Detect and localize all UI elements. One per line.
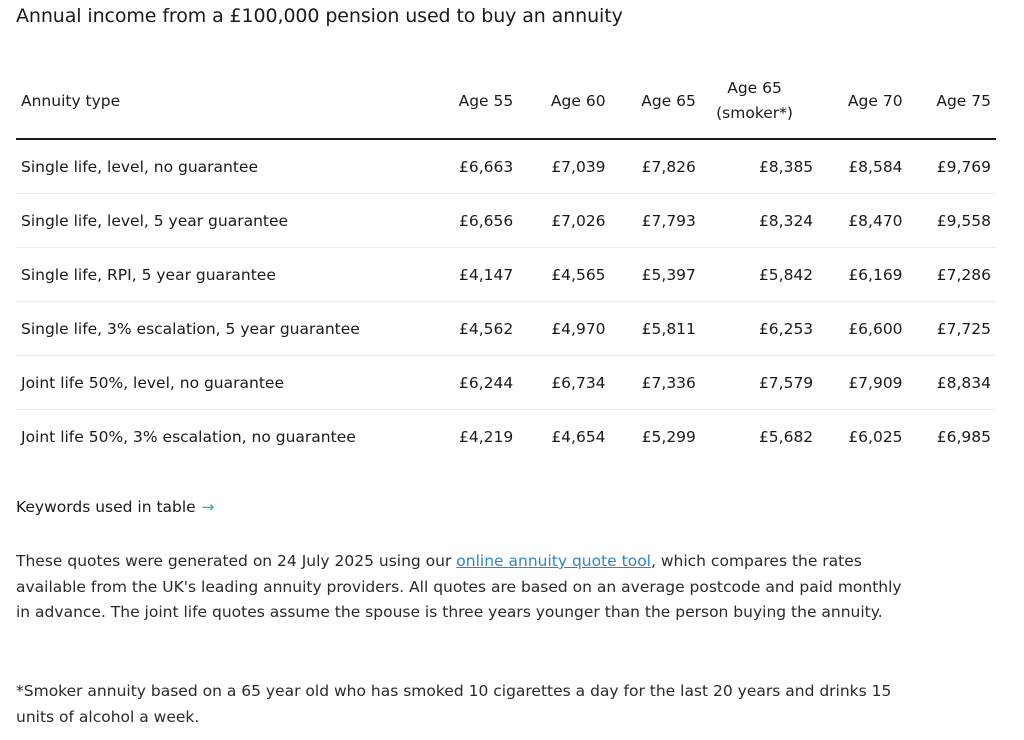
income-cell-age-75: £9,558 xyxy=(903,194,996,248)
income-cell-age-65: £7,826 xyxy=(606,139,696,194)
income-cell-age-75: £7,286 xyxy=(903,248,996,302)
arrow-right-icon: → xyxy=(201,498,215,516)
annuity-type-cell: Single life, 3% escalation, 5 year guarantee xyxy=(16,302,438,356)
income-cell-age-65-smoker: £5,682 xyxy=(758,427,814,446)
description-before: These quotes were generated on 24 July 2025 using our xyxy=(16,552,457,570)
income-cell-age-70: £6,025 xyxy=(848,427,903,446)
table-row xyxy=(16,194,996,248)
income-cell-age-75: £7,725 xyxy=(903,302,996,356)
table-header-row xyxy=(16,64,996,139)
income-cell-age-70: £6,169 xyxy=(813,248,902,302)
income-cell-age-55: £4,147 xyxy=(438,248,514,302)
table-row xyxy=(16,248,996,302)
income-cell-age-65-smoker: £7,579 xyxy=(696,356,813,410)
table-row xyxy=(16,302,996,356)
income-cell-age-65-smoker: £8,385 xyxy=(696,139,813,194)
annuity-type-cell: Single life, RPI, 5 year guarantee xyxy=(16,248,438,302)
income-cell-age-65: £7,336 xyxy=(606,356,696,410)
income-cell-age-70: £6,600 xyxy=(813,302,902,356)
quote-description xyxy=(16,549,916,626)
income-cell-age-55: £4,562 xyxy=(438,302,514,356)
income-cell-age-65: £7,793 xyxy=(606,194,696,248)
annuity-table xyxy=(16,64,996,463)
annuity-type-cell: Joint life 50%, level, no guarantee xyxy=(16,356,438,410)
income-cell-age-65-smoker: £6,253 xyxy=(696,302,813,356)
income-cell-age-65-smoker: £8,324 xyxy=(696,194,813,248)
keywords-label: Keywords used in table xyxy=(16,498,196,516)
income-cell-age-60: £4,654 xyxy=(551,427,606,446)
annuity-quote-tool-link[interactable]: online annuity quote tool xyxy=(456,552,651,570)
income-cell-age-60: £7,039 xyxy=(513,139,605,194)
income-cell-age-60: £4,565 xyxy=(513,248,605,302)
income-cell-age-75: £6,985 xyxy=(936,427,991,446)
page-title: Annual income from a £100,000 pension used to buy an annuity xyxy=(16,5,623,27)
table-row xyxy=(16,410,996,464)
annuity-type-cell: Joint life 50%, 3% escalation, no guarantee xyxy=(21,427,356,446)
income-cell-age-70: £7,909 xyxy=(813,356,902,410)
header-age-65-smoker-line2: (smoker*) xyxy=(716,104,793,122)
header-age-65: Age 65 xyxy=(606,64,696,139)
income-cell-age-60: £7,026 xyxy=(513,194,605,248)
header-age-55: Age 55 xyxy=(438,64,514,139)
income-cell-age-75: £8,834 xyxy=(903,356,996,410)
header-age-65-smoker-line1: Age 65 xyxy=(727,79,782,97)
header-age-75: Age 75 xyxy=(903,64,996,139)
income-cell-age-55: £4,219 xyxy=(458,427,514,446)
header-age-65-smoker xyxy=(696,64,813,139)
annuity-type-cell: Single life, level, no guarantee xyxy=(16,139,438,194)
header-age-70: Age 70 xyxy=(813,64,902,139)
table-row xyxy=(16,139,996,194)
income-cell-age-70: £8,470 xyxy=(813,194,902,248)
income-cell-age-55: £6,244 xyxy=(438,356,514,410)
income-cell-age-60: £4,970 xyxy=(513,302,605,356)
description-after: , which compares the rates available from the UK's leading annuity providers. All quotes are based on an average postcode and paid monthly in advance. The joint life quotes assume the spouse is three years younger than the person buying the annuity. xyxy=(16,552,902,622)
income-cell-age-65: £5,811 xyxy=(606,302,696,356)
income-cell-age-70: £8,584 xyxy=(813,139,902,194)
income-cell-age-60: £6,734 xyxy=(513,356,605,410)
income-cell-age-65: £5,299 xyxy=(641,427,696,446)
income-cell-age-75: £9,769 xyxy=(903,139,996,194)
smoker-footnote: *Smoker annuity based on a 65 year old who has smoked 10 cigarettes a day for the last 20 years and drinks 15 units of alcohol a week. xyxy=(16,682,892,726)
keywords-link[interactable] xyxy=(16,498,214,516)
annuity-type-cell: Single life, level, 5 year guarantee xyxy=(16,194,438,248)
income-cell-age-55: £6,656 xyxy=(438,194,514,248)
income-cell-age-65-smoker: £5,842 xyxy=(696,248,813,302)
header-annuity-type: Annuity type xyxy=(16,64,438,139)
header-age-60: Age 60 xyxy=(513,64,605,139)
income-cell-age-55: £6,663 xyxy=(438,139,514,194)
income-cell-age-65: £5,397 xyxy=(606,248,696,302)
table-row xyxy=(16,356,996,410)
table-body xyxy=(16,139,996,463)
